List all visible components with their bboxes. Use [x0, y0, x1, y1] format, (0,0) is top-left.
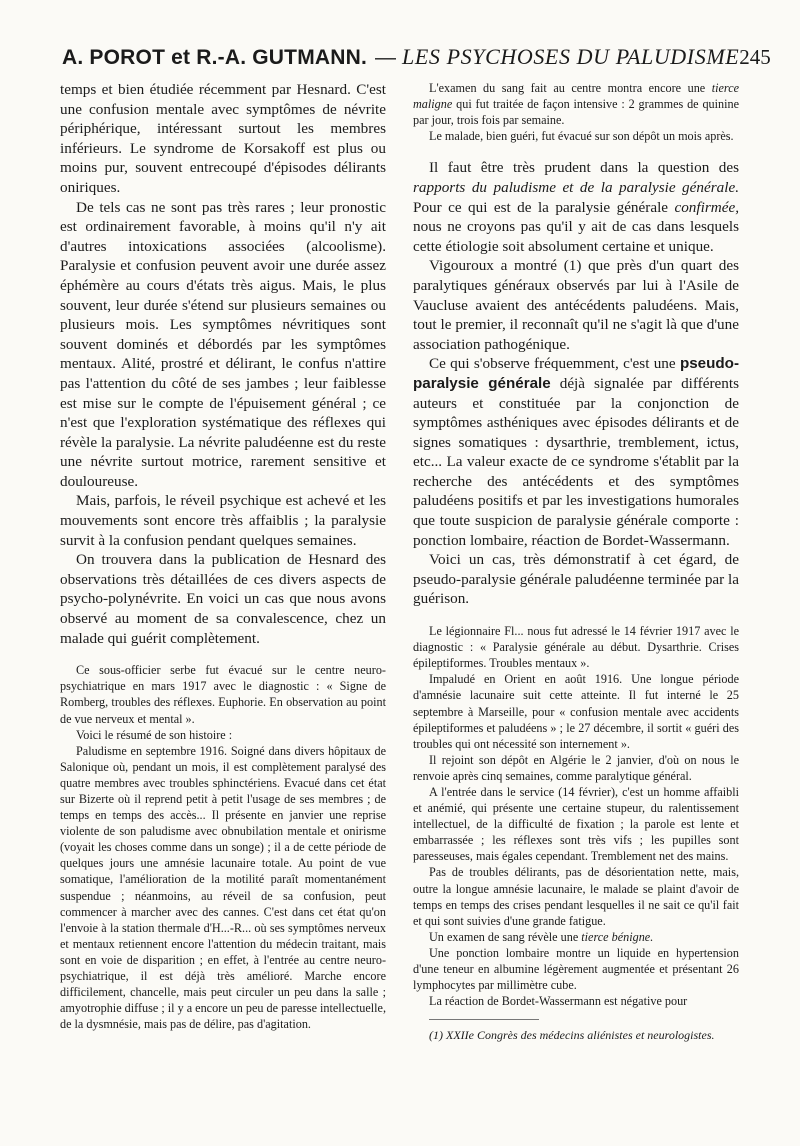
header-dash: —	[375, 46, 397, 69]
case-paragraph: Pas de troubles délirants, pas de désorientation nette, mais, outre la longue amnésie lacunaire, le malade se plaint d'avoir de temps en temps des crises pendant lesquelles il ne sait ce qu'il fait et qui sont suivies d'une grande fatigue.	[413, 865, 739, 928]
paragraph: Vigouroux a montré (1) que près d'un quart des paralytiques généraux observés par lui à l'Asile de Vaucluse avaient des antécédents paludéens. Mais, tout le premier, il reconnaît qu'il ne s'agit là que d'une association pathogénique.	[413, 257, 739, 353]
case-paragraph: Le légionnaire Fl... nous fut adressé le 14 février 1917 avec le diagnostic : « Paralysie générale au début. Dysarthrie. Crises épileptiformes. Troubles mentaux ».	[413, 624, 739, 671]
case-paragraph: La réaction de Bordet-Wassermann est négative pour	[429, 994, 688, 1009]
case-report-1	[60, 662, 386, 1032]
paragraph: De tels cas ne sont pas très rares ; leur pronostic est ordinairement favorable, à moins qu'il n'y ait d'autres intoxications associées (alcoolisme). Paralysie et confusion peuvent avoir une durée assez éphémère au cours d'états très aigus. Mais, le plus souvent, leur durée s'étend sur plusieurs semaines ou plusieurs mois. Les symptômes névritiques sont souvent dominés et débordés par les symptômes mentaux. Alité, prostré et délirant, le confus n'attire pas l'attention du côté de ses jambes ; leur faiblesse est mise sur le compte de l'épuisement général ; ce n'est que l'exploration systématique des réflexes qui révèle la paralysie. La névrite paludéenne est du reste une névrite surtout motrice, rarement sensitive et douloureuse.	[60, 198, 386, 490]
header-authors: A. POROT et R.-A. GUTMANN.	[62, 46, 368, 69]
paragraph: temps et bien étudiée récemment par Hesnard. C'est une confusion mentale avec symptômes de névrite périphérique, intéressant surtout les membres inférieurs. Le syndrome de Korsakoff est plus ou moins pur, souvent entrecoupé d'épisodes délirants oniriques.	[60, 81, 386, 196]
footnote: (1) XXIIe Congrès des médecins aliénistes et neurologistes.	[429, 1028, 715, 1043]
page-number: 245	[739, 45, 771, 69]
case-paragraph: A l'entrée dans le service (14 février), c'est un homme affaibli et anémié, qui présente une certaine stupeur, du ralentissement intellectuel, de la difficulté de fixation ; la parole est lente et embarrassée ; les réflexes sont très vifs ; les pupilles sont paresseuses, mais égales cependant. Tremblement net des mains.	[413, 784, 739, 864]
case-paragraph: Ce sous-officier serbe fut évacué sur le centre neuro-psychiatrique en mars 1917 avec le diagnostic : « Signe de Romberg, troubles des réflexes. Euphorie. En observation au point de vue nerveux et mental ».	[60, 663, 386, 726]
header-title: LES PSYCHOSES DU PALUDISME	[402, 44, 740, 69]
left-column	[60, 80, 386, 1032]
paragraph: Il faut être très prudent dans la question des rapports du paludisme et de la paralysie générale. Pour ce qui est de la paralysie générale confirmée, nous ne croyons pas qu'il y ait de cas dans lesquels cette étiologie soit absolument certaine et unique.	[413, 159, 739, 255]
case-paragraph: Une ponction lombaire montre un liquide en hypertension d'une teneur en albumine légèrement augmentée et présentant 26 lymphocytes par millimètre cube.	[413, 945, 739, 993]
case-paragraph: Un examen de sang révèle une tierce bénigne.	[429, 929, 654, 944]
case-paragraph: Le malade, bien guéri, fut évacué sur son dépôt un mois après.	[429, 129, 734, 144]
case-paragraph: Voici le résumé de son histoire :	[76, 727, 233, 742]
case-paragraph: Il rejoint son dépôt en Algérie le 2 janvier, d'où on nous le renvoie après cinq semaines, comme paralytique général.	[413, 752, 739, 783]
footnote-rule	[429, 1019, 539, 1020]
case-paragraph: Paludisme en septembre 1916. Soigné dans divers hôpitaux de Salonique où, pendant un mois, il est complètement paralysé des quatre membres avec troubles sphinctériens. Evacué dans cet état sur Bizerte où il reprend petit à petit l'usage de ses membres ; de temps en temps des accès... Il présente en janvier une reprise violente de son paludisme avec obnubilation mentale et onirisme (voyait les choses comme dans un songe) ; il a de cette période de quelques jours une amnésie lacunaire totale. Au point de vue somatique, l'amélioration de la motilité paraît momentanément suspendue ; néanmoins, au réveil de sa confusion, peut commencer à marcher avec des cannes. C'est dans cet état qu'on l'envoie à la station thermale d'H...-R... où ses symptômes nerveux et mentaux retiennent encore l'attention du médecin traitant, mais sont en voie de disparition ; en effet, à l'entrée au centre neuro-psychiatrique, il est déjà très amélioré. Marche encore difficilement, chancelle, mais peut circuler un peu dans la salle ; amyotrophie diffuse ; il y a encore un peu de paresse intellectuelle, de la dysmnésie, mais pas de délire, pas d'agitation.	[60, 743, 387, 1032]
paragraph: Voici un cas, très démonstratif à cet égard, de pseudo-paralysie générale paludéenne terminée par la guérison.	[413, 551, 739, 608]
paragraph: Ce qui s'observe fréquemment, c'est une pseudo-paralysie générale déjà signalée par différents auteurs et constituée par la conjonction de symptômes asthéniques avec épisodes délirants et de signes somatiques : dysarthrie, tremblement, ictus, etc... La valeur exacte de ce syndrome s'établit par la recherche des antécédents et des symptômes paludéens positifs et par les investigations humorales que toute suspicion de paralysie générale comporte : ponction lombaire, réaction de Bordet-Wassermann.	[413, 355, 739, 549]
case-paragraph: L'examen du sang fait au centre montra encore une tierce maligne qui fut traitée de façon intensive : 2 grammes de quinine par jour, trois fois par semaine.	[413, 81, 740, 128]
case-report-2	[413, 623, 739, 1009]
paragraph: Mais, parfois, le réveil psychique est achevé et les mouvements sont encore très affaiblis ; la paralysie survit à la confusion pendant quelques semaines.	[60, 492, 386, 549]
right-column	[413, 80, 739, 1043]
case-paragraph: Impaludé en Orient en août 1916. Une longue période d'amnésie lacunaire suit cette atteinte. Il fut interné le 25 septembre à Marseille, pour « confusion mentale avec accidents épileptiformes et paludéens » ; le 27 décembre, il sortit « guéri des troubles qui ont nécessité son internement ».	[413, 672, 739, 751]
paragraph: On trouvera dans la publication de Hesnard des observations très détaillées de ces divers aspects de psycho-polynévrite. En voici un cas que nous avons observé au moment de sa convalescence, chez un malade qui guérit complètement.	[60, 551, 386, 647]
case-report-1-end	[413, 80, 739, 144]
running-header	[62, 44, 771, 78]
